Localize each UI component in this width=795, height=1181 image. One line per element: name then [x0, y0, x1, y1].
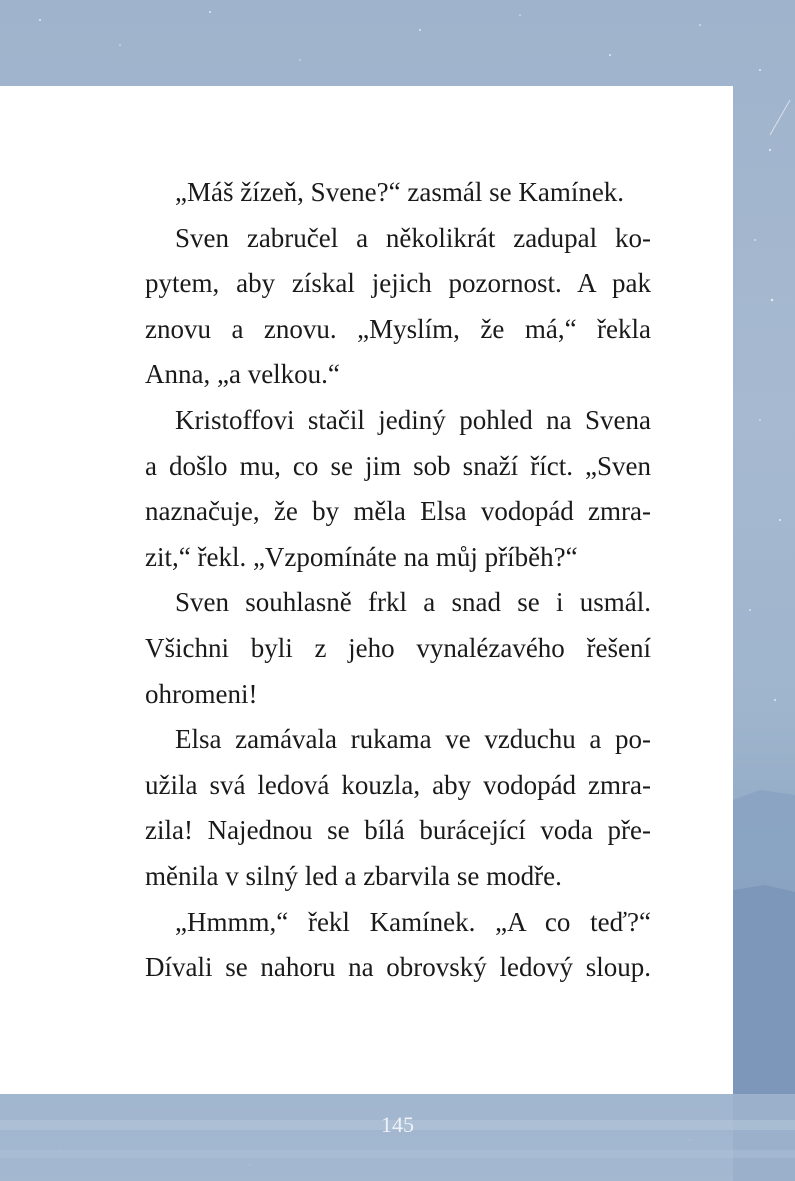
text-line: užila svá ledová kouzla, aby vodopád zmra- [145, 769, 651, 800]
text-line: znovu a znovu. „Myslím, že má,“ řekla [145, 313, 651, 344]
text-line: zila! Najednou se bílá burácející voda pře- [145, 815, 651, 846]
text-line: „Máš žízeň, Svene?“ zasmál se Kamínek. [175, 177, 625, 207]
text-line: naznačuje, že by měla Elsa vodopád zmra- [145, 496, 651, 527]
text-line: Anna, „a velkou.“ [145, 359, 340, 390]
book-text [145, 170, 651, 991]
text-line: pytem, aby získal jejich pozornost. A pak [145, 268, 651, 299]
page-number: 145 [381, 1112, 414, 1137]
text-line: Kristoffovi stačil jediný pohled na Svena [175, 404, 651, 435]
text-line: Elsa zamávala rukama ve vzduchu a po- [175, 724, 651, 755]
text-line: Všichni byli z jeho vynalézavého řešení [145, 632, 651, 663]
text-line: ohromeni! [145, 678, 258, 709]
text-line: měnila v silný led a zbarvila se modře. [145, 860, 562, 891]
text-line: Dívali se nahoru na obrovský ledový sloup. [145, 952, 651, 983]
lake-shimmer [0, 1150, 795, 1158]
text-line: Sven souhlasně frkl a snad se i usmál. [175, 587, 651, 618]
text-line: Sven zabručel a několikrát zadupal ko- [175, 222, 651, 253]
text-line: zit,“ řekl. „Vzpomínáte na můj příběh?“ [145, 541, 578, 572]
streak-line [770, 100, 790, 135]
text-line: a došlo mu, co se jim sob snaží říct. „Sven [145, 450, 651, 481]
text-line: „Hmmm,“ řekl Kamínek. „A co teď?“ [175, 906, 651, 937]
